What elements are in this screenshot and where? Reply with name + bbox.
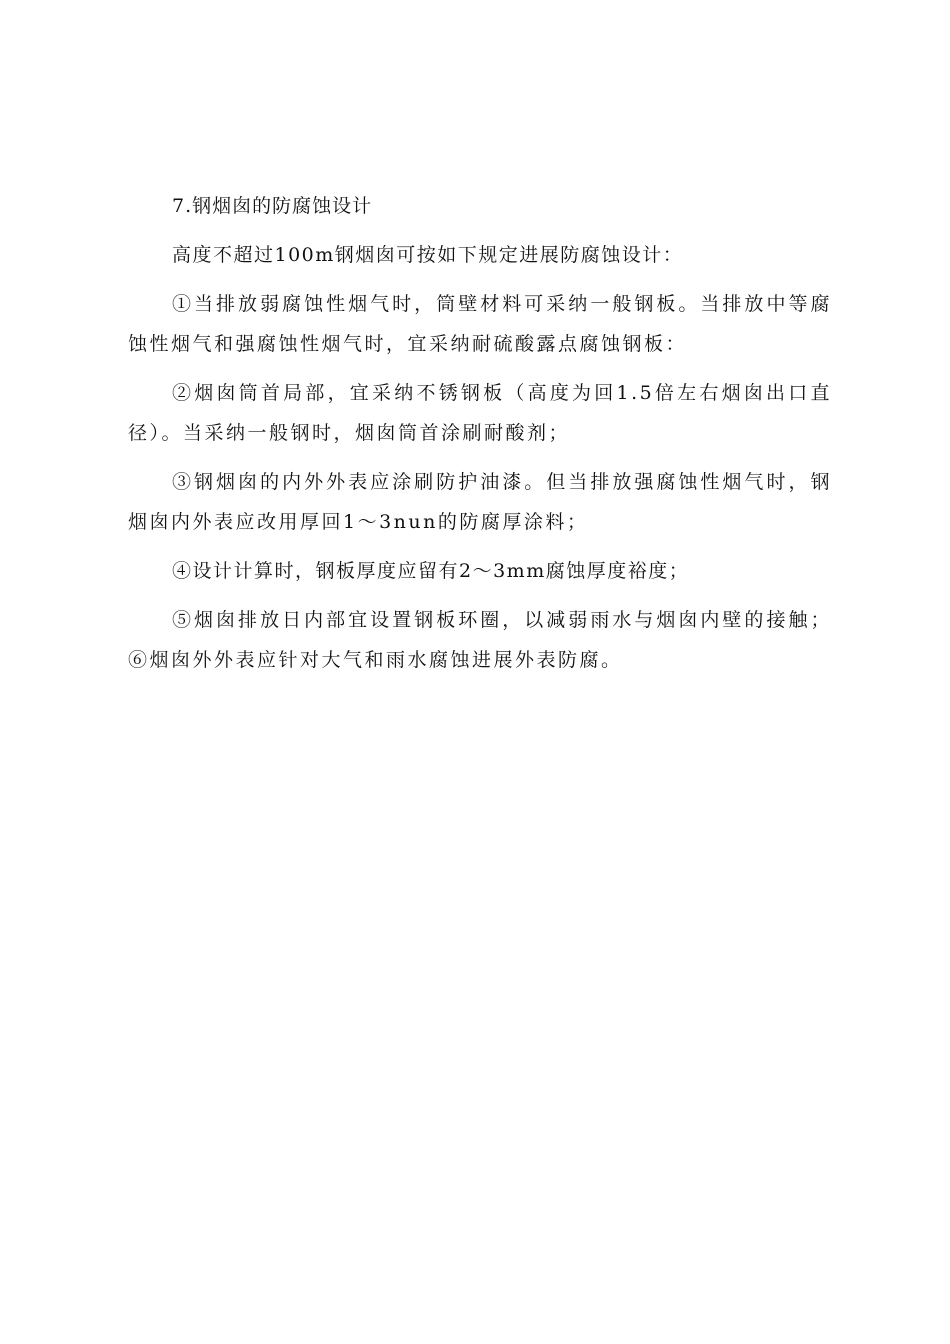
document-body (128, 186, 832, 689)
paragraph-item-1: ①当排放弱腐蚀性烟气时，筒壁材料可采纳一般钢板。当排放中等腐蚀性烟气和强腐蚀性烟气时，宜采纳耐硫酸露点腐蚀钢板： (128, 293, 832, 355)
paragraph-item-5-6: ⑤烟囱排放日内部宜设置钢板环圈，以减弱雨水与烟囱内壁的接触；⑥烟囱外外表应针对大气和雨水腐蚀进展外表防腐。 (128, 609, 832, 671)
paragraph-item-3: ③钢烟囱的内外外表应涂刷防护油漆。但当排放强腐蚀性烟气时，钢烟囱内外表应改用厚回1～3nun的防腐厚涂料； (128, 471, 832, 533)
paragraph-intro: 高度不超过100m钢烟囱可按如下规定进展防腐蚀设计： (172, 244, 684, 266)
section-heading: 7.钢烟囱的防腐蚀设计 (172, 195, 373, 217)
paragraph-item-2: ②烟囱筒首局部，宜采纳不锈钢板（高度为回1.5倍左右烟囱出口直径）。当采纳一般钢时，烟囱筒首涂刷耐酸剂； (128, 382, 832, 444)
paragraph-item-4: ④设计计算时，钢板厚度应留有2～3mm腐蚀厚度裕度； (172, 560, 690, 582)
